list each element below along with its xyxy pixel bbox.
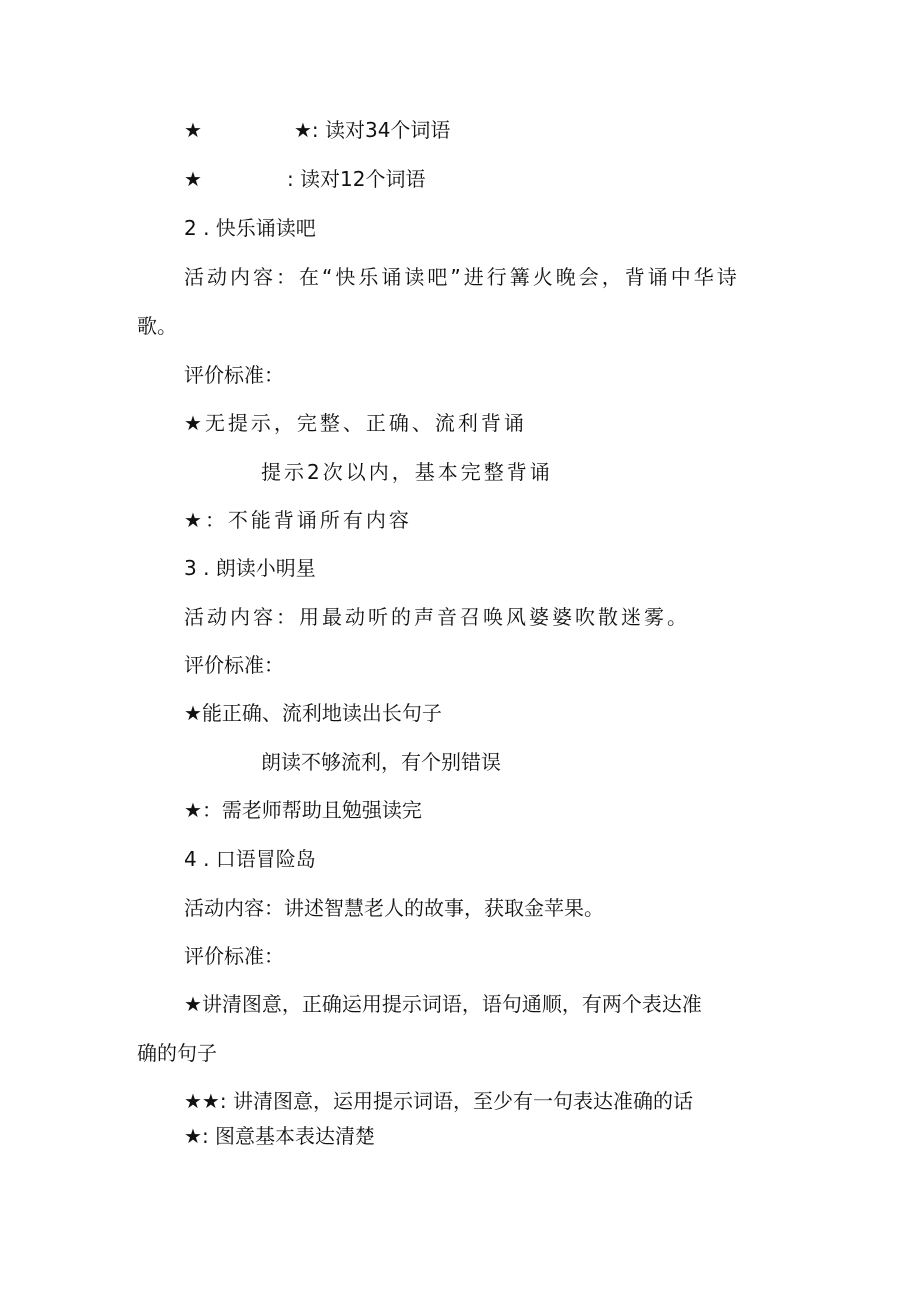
rating-line-one-star: [184, 165, 425, 193]
rating-text: : 读对12个词语: [286, 167, 426, 191]
star-icon: ★: [184, 701, 202, 725]
section-3-criterion-1star: [184, 796, 422, 824]
star-icon: ★★: [184, 1089, 220, 1113]
section-4-criteria-label: 评价标准：: [184, 944, 284, 968]
star-icon: ★: [293, 118, 312, 142]
rating-line-two-stars: [184, 116, 450, 144]
star-icon: ★: [184, 798, 202, 822]
section-3-title: 3 . 朗读小明星: [184, 556, 316, 580]
star-icon: ★: [184, 992, 202, 1016]
criterion-text: 无提示，完整、正确、流利背诵: [204, 411, 527, 435]
section-2-activity-continued: 歌。: [137, 314, 177, 338]
section-4-title: 4 . 口语冒险岛: [184, 847, 316, 871]
star-icon: ★: [184, 118, 202, 142]
section-2-criteria-label: 评价标准：: [184, 363, 284, 387]
section-2-title: 2 . 快乐诵读吧: [184, 216, 316, 240]
criterion-text: 讲清图意，正确运用提示词语，语句通顺，有两个表达准: [201, 992, 702, 1016]
star-icon: ★: [184, 411, 205, 435]
section-3-criterion-2star: 朗读不够流利，有个别错误: [261, 750, 501, 774]
star-icon: ★: [184, 167, 202, 191]
criterion-text: 能正确、流利地读出长句子: [201, 701, 442, 725]
star-icon: ★: [184, 508, 205, 532]
rating-text: : 读对34个词语: [311, 118, 451, 142]
section-3-activity: 活动内容：用最动听的声音召唤风婆婆吹散迷雾。: [184, 605, 690, 629]
section-4-criterion-3star-continued: 确的句子: [137, 1041, 217, 1065]
section-2-activity: 活动内容：在“快乐诵读吧”进行篝火晚会，背诵中华诗: [184, 265, 740, 289]
criterion-text: ：不能背诵所有内容: [204, 508, 412, 532]
section-4-criterion-3star: [184, 990, 702, 1018]
section-2-criterion-1star: [184, 506, 412, 534]
section-2-criterion-3star: [184, 409, 527, 437]
criterion-text: ：需老师帮助且勉强读完: [201, 798, 422, 822]
section-4-criterion-1star: [184, 1122, 375, 1150]
section-4-criterion-2star: [184, 1087, 693, 1115]
criterion-text: : 图意基本表达清楚: [201, 1124, 376, 1148]
section-2-criterion-2star: 提示2次以内，基本完整背诵: [261, 460, 553, 484]
star-icon: ★: [184, 1124, 202, 1148]
criterion-text: : 讲清图意，运用提示词语，至少有一句表达准确的话: [219, 1089, 693, 1113]
section-4-activity: 活动内容：讲述智慧老人的故事，获取金苹果。: [184, 896, 604, 920]
section-3-criteria-label: 评价标准：: [184, 653, 284, 677]
section-3-criterion-3star: [184, 699, 442, 727]
